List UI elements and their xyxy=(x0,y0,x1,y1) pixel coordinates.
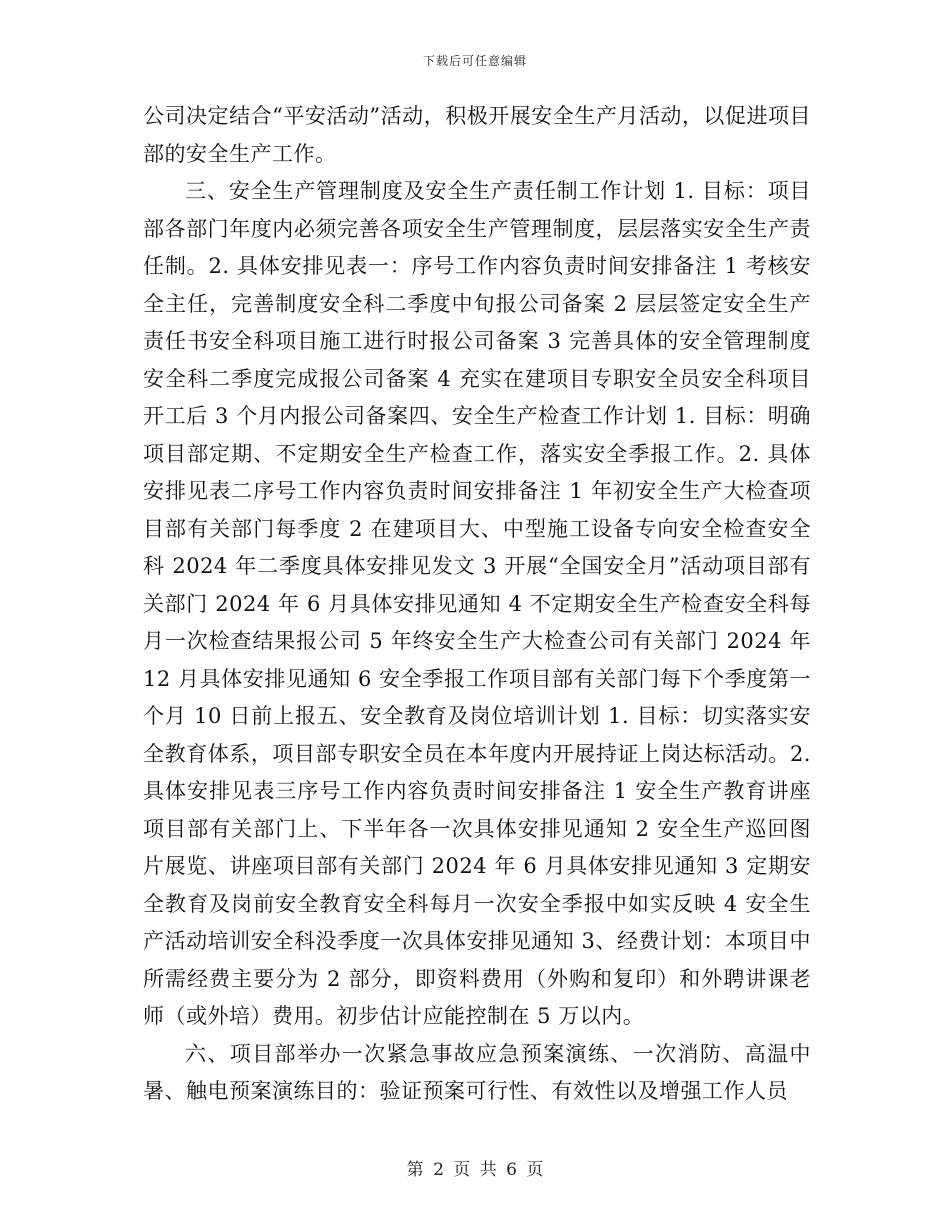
page-number-footer: 第 2 页 共 6 页 xyxy=(406,1160,544,1180)
paragraph-2: 三、安全生产管理制度及安全生产责任制工作计划 1. 目标：项目部各部门年度内必须完善各项安全生产管理制度，层层落实安全生产责任制。2. 具体安排见表一：序号工作内容负责时间安排备注 1 考核安全主任，完善制度安全科二季度中旬报公司备案 2 层层签定安全生产责任书安全科项目施工进行时报公司备案 3 完善具体的安全管理制度安全科二季度完成报公司备案 4 充实在建项目专职安全员安全科项目开工后 3 个月内报公司备案四、安全生产检查工作计划 1. 目标：明确项目部定期、不定期安全生产检查工作，落实安全季报工作。2. 具体安排见表二序号工作内容负责时间安排备注 1 年初安全生产大检查项目部有关部门每季度 2 在建项目大、中型施工设备专向安全检查安全科 2024 年二季度具体安排见发文 3 开展“全国安全月”活动项目部有关部门 2024 年 6 月具体安排见通知 4 不定期安全生产检查安全科每月一次检查结果报公司 5 年终安全生产大检查公司有关部门 2024 年 12 月具体安排见通知 6 安全季报工作项目部有关部门每下个季度第一个月 10 日前上报五、安全教育及岗位培训计划 1. 目标：切实落实安全教育体系，项目部专职安全员在本年度内开展持证上岗达标活动。2. 具体安排见表三序号工作内容负责时间安排备注 1 安全生产教育讲座项目部有关部门上、下半年各一次具体安排见通知 2 安全生产巡回图片展览、讲座项目部有关部门 2024 年 6 月具体安排见通知 3 定期安全教育及岗前安全教育安全科每月一次安全季报中如实反映 4 安全生产活动培训安全科没季度一次具体安排见通知 3、经费计划：本项目中所需经费主要分为 2 部分，即资料费用（外购和复印）和外聘讲课老师（或外培）费用。初步估计应能控制在 5 万以内。 xyxy=(143,179,811,1028)
page-header: 下载后可任意编辑 xyxy=(422,54,527,68)
document-body xyxy=(143,98,811,1111)
paragraph-3: 六、项目部举办一次紧急事故应急预案演练、一次消防、高温中暑、触电预案演练目的：验证预案可行性、有效性以及增强工作人员 xyxy=(143,1041,811,1103)
paragraph-1: 公司决定结合“平安活动”活动，积极开展安全生产月活动，以促进项目部的安全生产工作。 xyxy=(143,104,811,166)
